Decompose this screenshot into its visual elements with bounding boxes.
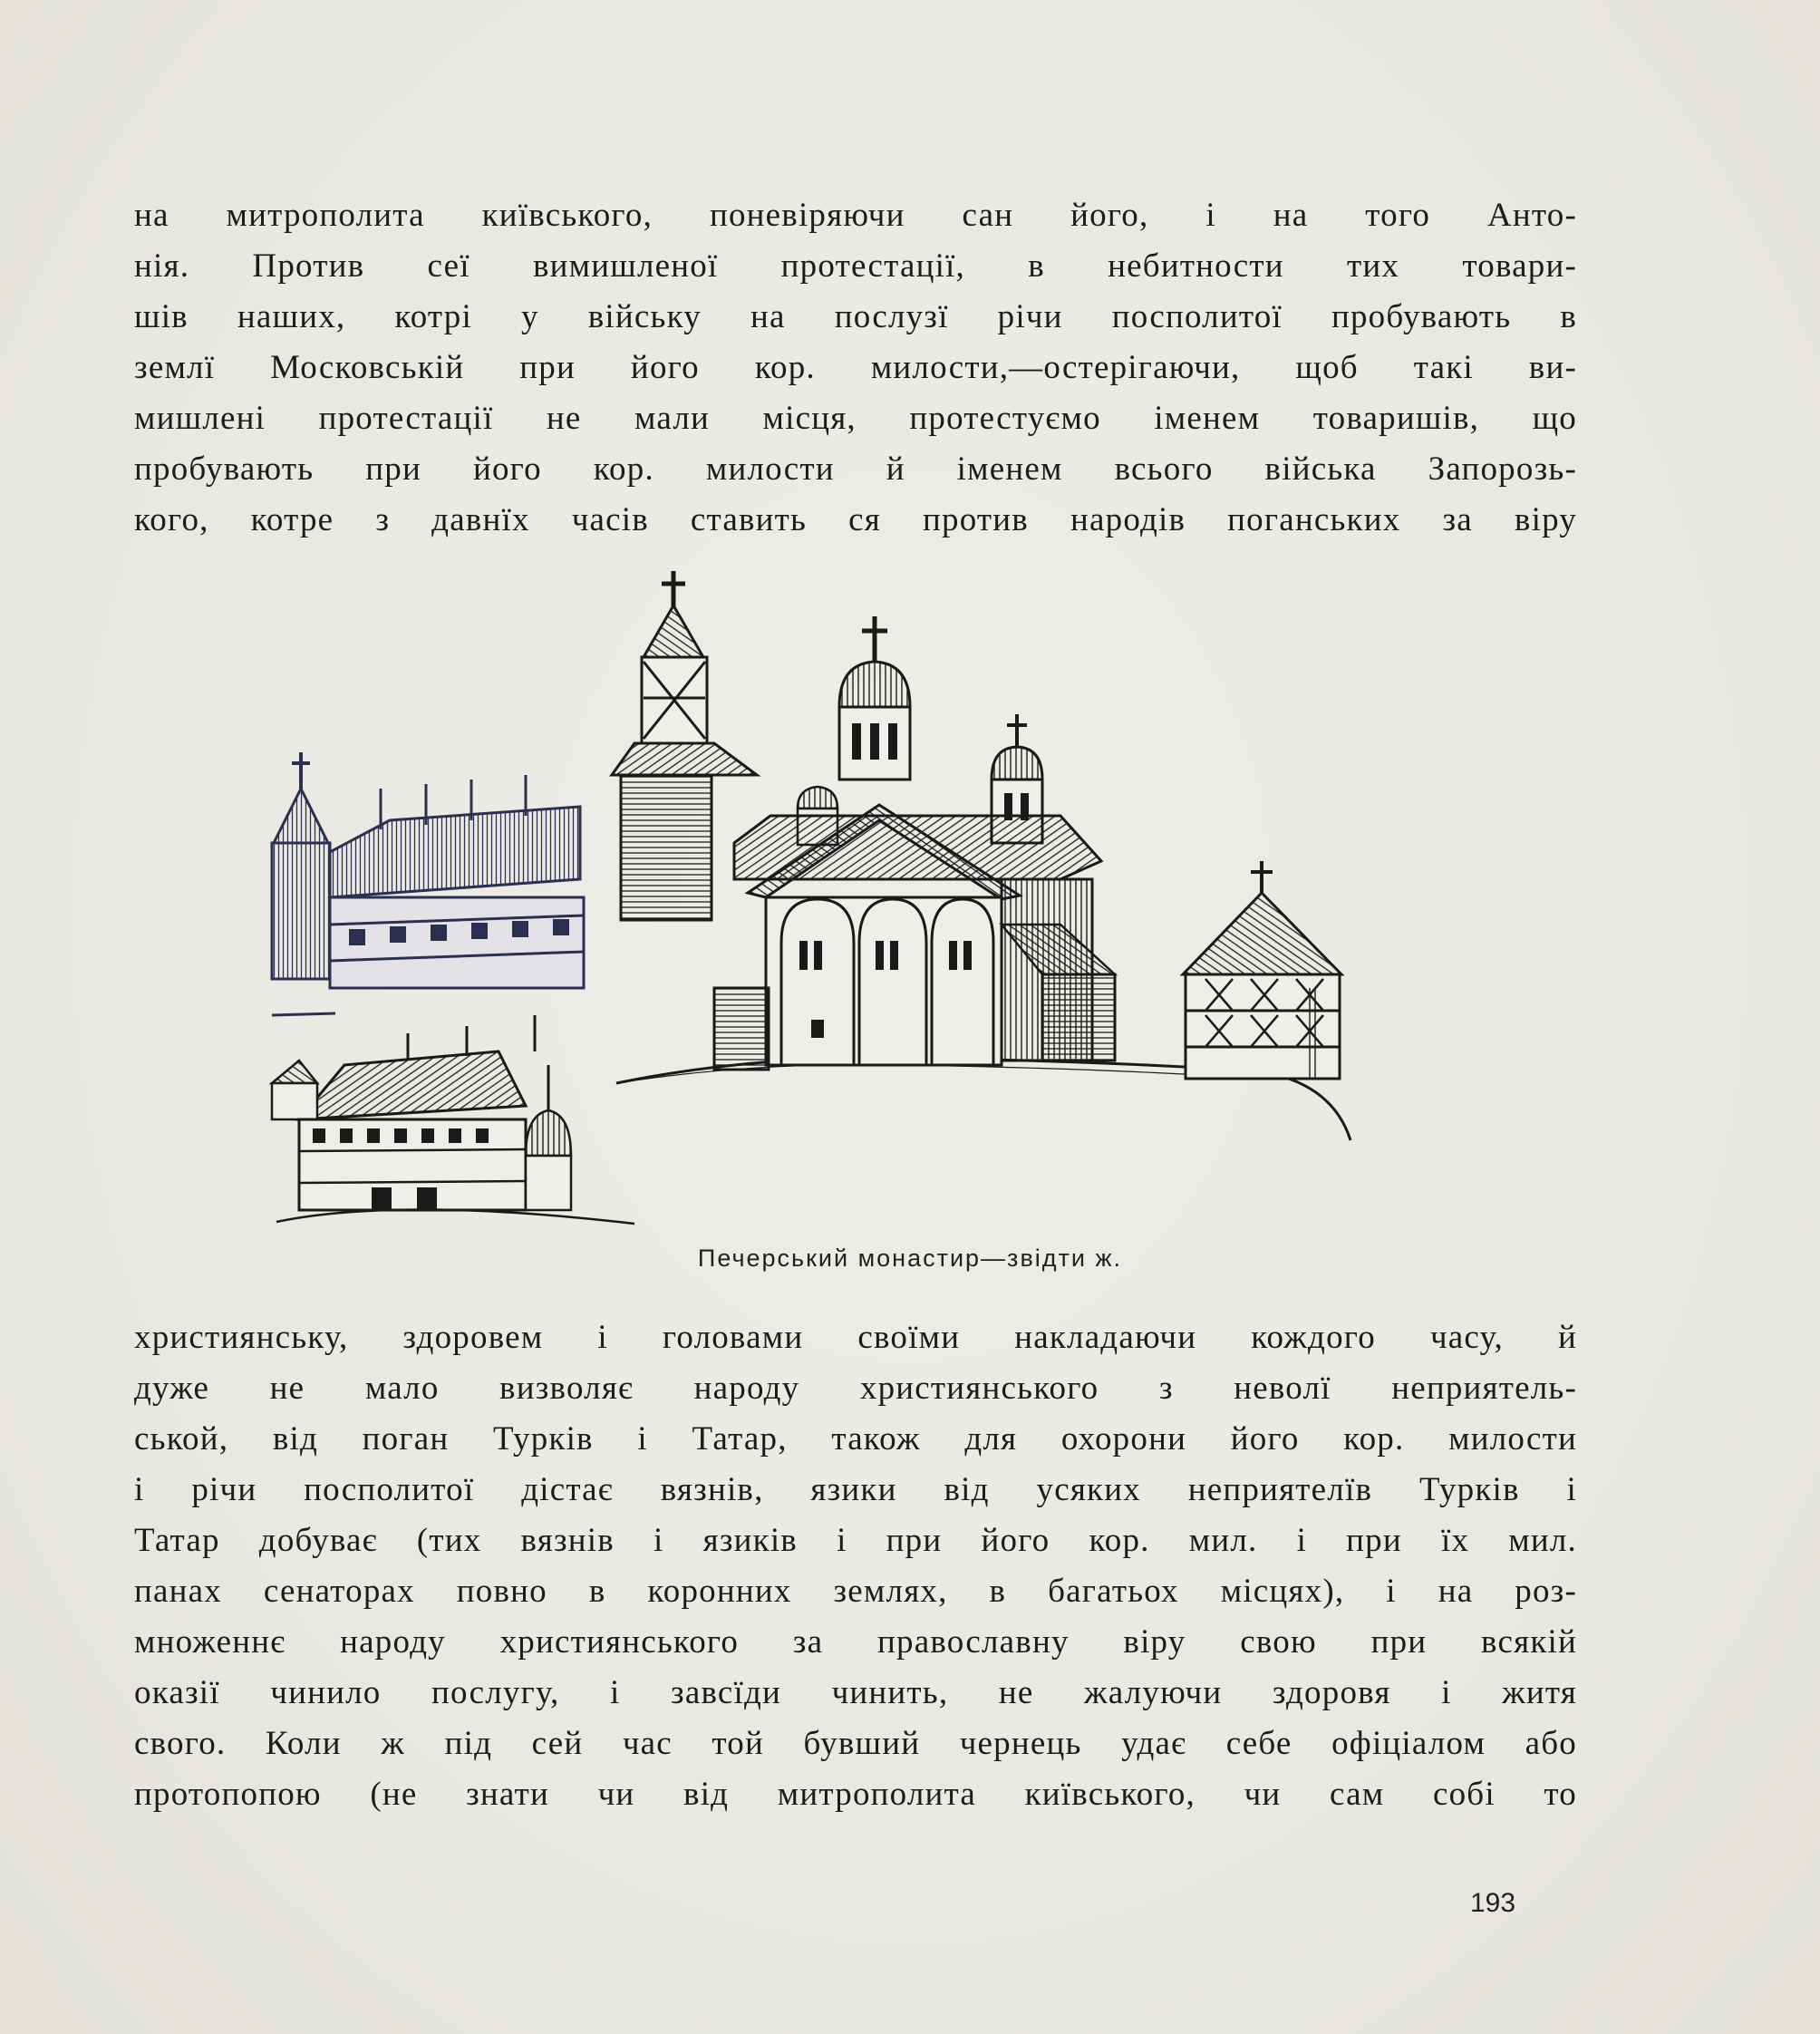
text-line: свого. Коли ж під сей час той бувший чернець удає себе офіціалом або bbox=[134, 1725, 1577, 1762]
paragraph-top bbox=[134, 190, 1577, 546]
text-line: пробувають при його кор. милости й іменем всього війська Запорозь- bbox=[134, 450, 1577, 488]
monastery-woodcut-illustration bbox=[263, 562, 1441, 1233]
text-line: на митрополита київського, поневіряючи сан його, і на того Анто- bbox=[134, 197, 1577, 234]
paragraph-bottom bbox=[134, 1312, 1577, 1820]
text-line: дуже не мало визволяє народу християнського з неволї неприятель- bbox=[134, 1370, 1577, 1407]
text-line: Татар добуває (тих вязнів і язиків і при його кор. мил. і при їх мил. bbox=[134, 1522, 1577, 1559]
text-line: кого, котре з давнїх часів ставить ся против народів поганських за віру bbox=[134, 501, 1577, 538]
main-church bbox=[714, 616, 1115, 1070]
page-number: 193 bbox=[1470, 1888, 1516, 1918]
chapel bbox=[1183, 861, 1341, 1079]
text-line: панах сенаторах повно в коронних землях, в багатьох місцях), і на роз- bbox=[134, 1573, 1577, 1610]
figure-caption: Печерський монастир—звідти ж. bbox=[697, 1245, 1123, 1272]
lower-hall bbox=[272, 1015, 634, 1224]
text-line: шів наших, котрі у війську на послузї річи посполитої пробувають в bbox=[134, 298, 1577, 335]
text-line: множеннє народу християнського за православну віру свою при всякій bbox=[134, 1623, 1577, 1661]
text-line: і річи посполитої дістає вязнів, язики від усяких неприятелїв Турків і bbox=[134, 1471, 1577, 1508]
text-line: протопопою (не знати чи від митрополита київського, чи сам собі то bbox=[134, 1776, 1577, 1813]
text-line: ськой, від поган Турків і Татар, також для охорони його кор. милости bbox=[134, 1420, 1577, 1458]
text-line: нія. Против сеї вимишленої протестації, в небитности тих товари- bbox=[134, 247, 1577, 285]
text-line: оказії чинило послугу, і завсїди чинить, не жалуючи здоровя і житя bbox=[134, 1674, 1577, 1711]
text-line: християнську, здоровем і головами своїми накладаючи кождого часу, й bbox=[134, 1319, 1577, 1356]
text-line: мишлені протестації не мали місця, протестуємо іменем товаришів, що bbox=[134, 400, 1577, 437]
monastery-cells bbox=[272, 752, 584, 1015]
text-line: землї Московській при його кор. милости,—остерігаючи, щоб такі ви- bbox=[134, 349, 1577, 386]
